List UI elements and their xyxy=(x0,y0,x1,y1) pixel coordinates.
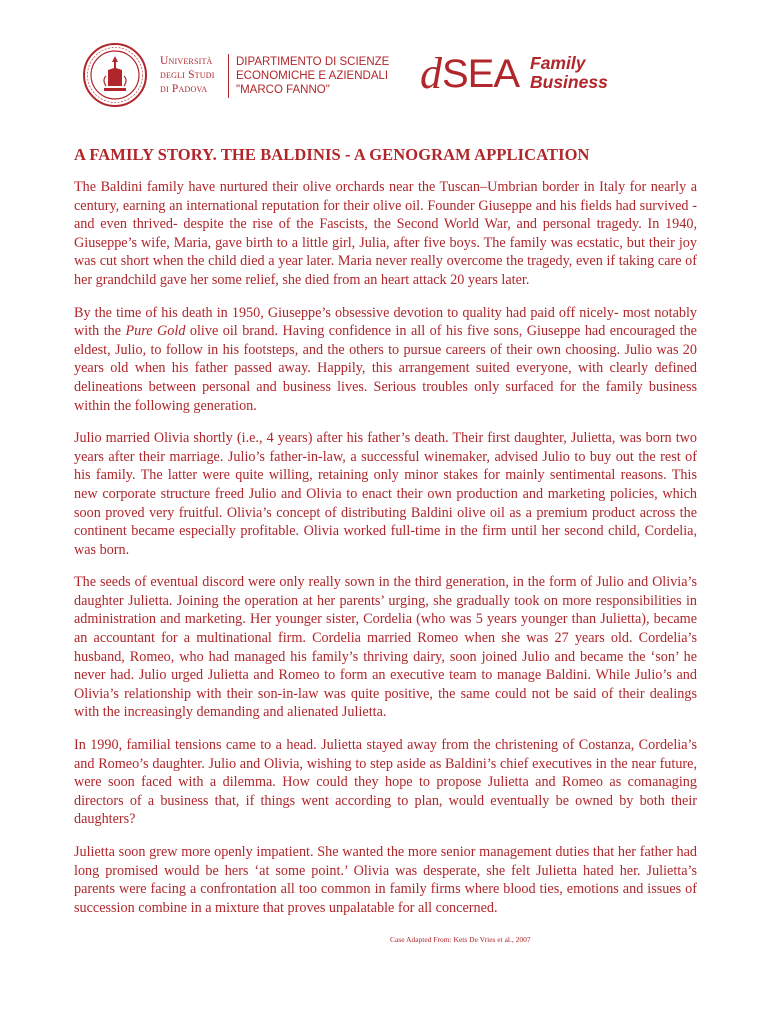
paragraph: The Baldini family have nurtured their olive orchards near the Tuscan–Umbrian border in Italy for nearly a century, earning an international reputation for their olive oil. Founder Giuseppe and his fields had survived -and even thrived- despite the rise of the Fascists, the Second World War, and personal tragedy. In 1940, Giuseppe’s wife, Maria, gave birth to a little girl, Julia, after five boys. The family was ecstatic, but their joy was cut short when the child died a year later. Maria never really overcome the tragedy, even if taking care of her grandchild gave her some relief, she died from an heart attack 20 years later. xyxy=(74,179,697,288)
document-body xyxy=(74,178,697,931)
brand-name: Pure Gold xyxy=(125,323,186,340)
department-line: ECONOMICHE E AZIENDALI xyxy=(236,70,389,82)
page-header xyxy=(78,42,698,112)
university-name xyxy=(160,54,215,96)
case-credit: Case Adapted From: Kets De Vries et al., 2007 xyxy=(390,935,531,944)
dsea-logo-sea: SEA xyxy=(442,52,520,96)
padova-seal-icon xyxy=(82,42,148,108)
paragraph: The seeds of eventual discord were only really sown in the third generation, in the form of Julio and Olivia’s daughter Julietta. Joining the operation at her parents’ urging, she gradually took on more responsibilities in administration and marketing. Her younger sister, Cordelia (who was 5 years younger than Julietta), became an accountant for a multinational firm. Cordelia married Romeo when she was 27 years old. Cordelia’s husband, Romeo, who had managed his family’s thriving dairy, soon joined Julio and became the ‘son’ he never had. Julio urged Julietta and Romeo to form an executive team to manage Baldini. While Julio’s and Olivia’s relationship with their son-in-law was quite positive, the same could not be said of their dealings with the increasingly demanding and alienated Julietta. xyxy=(74,574,697,721)
dsea-logo-d: d xyxy=(420,49,442,98)
family-business-line: Business xyxy=(530,72,608,92)
department-line: DIPARTIMENTO DI SCIENZE xyxy=(236,56,390,68)
dsea-logo xyxy=(420,49,520,98)
paragraph xyxy=(74,304,697,416)
university-line: Università xyxy=(160,55,213,67)
department-name xyxy=(236,55,389,97)
header-divider xyxy=(228,54,229,98)
paragraph: In 1990, familial tensions came to a head. Julietta stayed away from the christening of Costanza, Cordelia’s and Romeo’s daughter. Julio and Olivia, wishing to step aside as Baldini’s chief executives in the near future, were soon faced with a dilemma. How could they hope to propose Julietta and Romeo as comanaging directors of a business that, if things went according to plan, would eventually be owned by both their daughters? xyxy=(74,737,697,828)
university-line: degli Studi xyxy=(160,69,215,81)
paragraph: Julio married Olivia shortly (i.e., 4 years) after his father’s death. Their first daughter, Julietta, was born two years after their marriage. Julio’s father-in-law, a successful winemaker, advised Julio to buy out the rest of his family. The latter were quite willing, retaining only minor stakes for mainly sentimental reasons. This new corporate structure freed Julio and Olivia to enact their own production and marketing policies, which soon proved very fruitful. Olivia’s concept of distributing Baldini olive oil as a premium product across the continent became especially profitable. Olivia worked full-time in the firm until her second child, Cordelia, was born. xyxy=(74,430,697,558)
paragraph: Julietta soon grew more openly impatient. She wanted the more senior management duties that her father had long promised would be hers ‘at some point.’ Olivia was desperate, she felt Julietta hated her. Julietta’s parents were facing a confrontation all too common in family firms where blood ties, emotions and issues of succession combine in a mixture that proves unpalatable for all concerned. xyxy=(74,844,697,916)
family-business-line: Family xyxy=(530,53,586,73)
department-line: "MARCO FANNO" xyxy=(236,84,330,96)
university-line: di Padova xyxy=(160,83,208,95)
paragraph-text: olive oil brand. Having confidence in all of his five sons, Giuseppe had encouraged the eldest, Julio, to follow in his footsteps, and the others to pursue careers of their own choosing. Julio was 20 years old when his father passed away. Happily, this arrangement suited everyone, with clearly defined delineations between personal and business lives. Serious troubles only surfaced for the family business within the following generation. xyxy=(74,323,697,414)
paragraph-text: By the time of his death in 1950, Giuseppe’s obsessive devotion to quality had paid off nicely- most notably with the xyxy=(74,304,697,340)
family-business-label xyxy=(530,54,608,92)
document-title: A FAMILY STORY. THE BALDINIS - A GENOGRAM APPLICATION xyxy=(74,145,590,164)
